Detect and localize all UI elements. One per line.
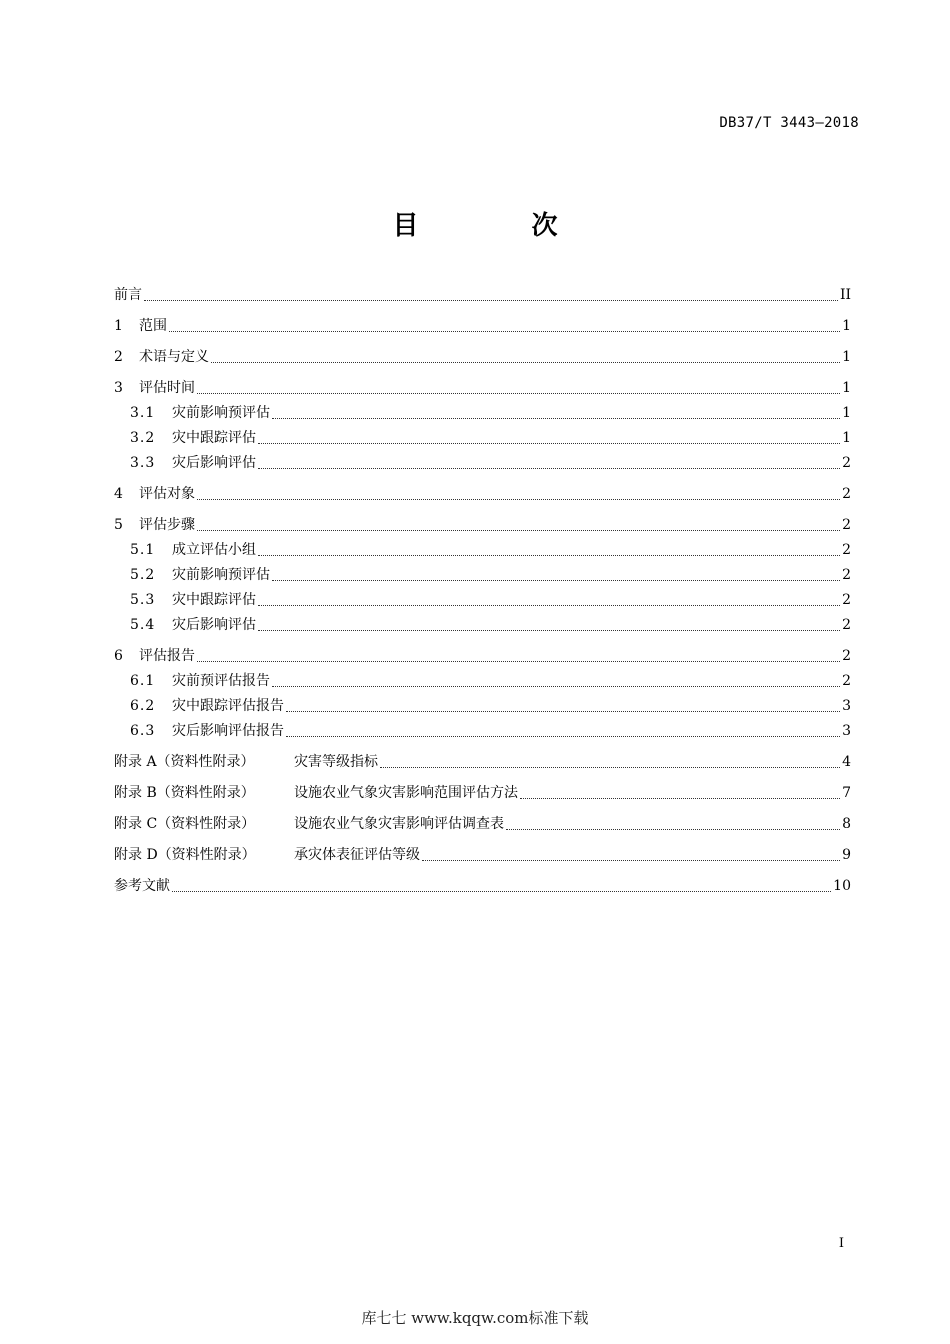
toc-entry-number: 6 (114, 648, 123, 664)
toc-entry-page: 10 (833, 878, 851, 894)
toc-entry[interactable] (114, 347, 851, 367)
toc-entry-number: 附录 C（资料性附录） (114, 816, 256, 832)
toc-entry-number: 4 (114, 486, 123, 502)
toc-entry[interactable] (114, 615, 851, 635)
toc-entry-page: 8 (842, 816, 851, 832)
toc-dot-leader (258, 467, 840, 469)
toc-entry-page: 1 (842, 318, 851, 334)
toc-entry-page: II (839, 287, 851, 303)
toc-entry[interactable] (114, 403, 851, 423)
toc-entry[interactable] (114, 696, 851, 716)
document-code: DB37/T 3443—2018 (719, 115, 859, 131)
toc-entry-page: 2 (842, 592, 851, 608)
toc-entry-label: 灾中跟踪评估 (172, 430, 256, 446)
toc-entry-label: 成立评估小组 (172, 542, 256, 558)
toc-entry[interactable] (114, 540, 851, 560)
toc-entry[interactable] (114, 752, 851, 772)
toc-dot-leader (272, 417, 840, 419)
toc-entry[interactable] (114, 590, 851, 610)
toc-dot-leader (197, 529, 840, 531)
toc-entry-page: 1 (842, 405, 851, 421)
toc-entry-page: 1 (842, 430, 851, 446)
toc-dot-leader (422, 859, 840, 861)
toc-dot-leader (272, 685, 840, 687)
toc-entry-page: 2 (842, 517, 851, 533)
toc-entry-label: 灾前影响预评估 (172, 567, 270, 583)
toc-dot-leader (506, 828, 840, 830)
toc-dot-leader (272, 579, 840, 581)
toc-entry-label: 评估对象 (139, 486, 195, 502)
toc-entry[interactable] (114, 378, 851, 398)
toc-entry-number: 3.3 (130, 455, 156, 471)
toc-entry[interactable] (114, 721, 851, 741)
toc-dot-leader (258, 554, 840, 556)
toc-entry-page: 1 (842, 380, 851, 396)
toc-dot-leader (169, 330, 840, 332)
toc-entry[interactable] (114, 316, 851, 336)
toc-entry-label: 范围 (139, 318, 167, 334)
toc-entry-page: 2 (842, 567, 851, 583)
toc-entry-number: 3 (114, 380, 123, 396)
toc-entry-page: 7 (842, 785, 851, 801)
toc-dot-leader (258, 629, 840, 631)
toc-dot-leader (380, 766, 840, 768)
toc-dot-leader (286, 710, 840, 712)
toc-entry-number: 附录 D（资料性附录） (114, 847, 256, 863)
toc-entry-number: 5 (114, 517, 123, 533)
toc-entry-label: 评估时间 (139, 380, 195, 396)
toc-entry-page: 3 (842, 698, 851, 714)
toc-entry[interactable] (114, 484, 851, 504)
page-number: I (838, 1236, 844, 1251)
toc-entry-label: 评估步骤 (139, 517, 195, 533)
toc-entry[interactable] (114, 646, 851, 666)
watermark-text: 库七七 www.kqqw.com标准下载 (361, 1309, 589, 1327)
toc-entry[interactable] (114, 428, 851, 448)
toc-entry-number: 5.2 (130, 567, 156, 583)
toc-entry[interactable] (114, 453, 851, 473)
toc-dot-leader (286, 735, 840, 737)
toc-dot-leader (520, 797, 840, 799)
toc-entry[interactable] (114, 845, 851, 865)
toc-dot-leader (197, 660, 840, 662)
toc-entry-label: 灾中跟踪评估 (172, 592, 256, 608)
toc-entry-label: 灾后影响评估报告 (172, 723, 284, 739)
toc-entry[interactable] (114, 814, 851, 834)
toc-entry-label: 灾中跟踪评估报告 (172, 698, 284, 714)
toc-dot-leader (197, 392, 840, 394)
toc-entry-label: 设施农业气象灾害影响范围评估方法 (294, 785, 518, 801)
table-of-contents (114, 285, 851, 896)
toc-entry-page: 4 (842, 754, 851, 770)
toc-entry-label: 灾前影响预评估 (172, 405, 270, 421)
toc-entry-label: 灾前预评估报告 (172, 673, 270, 689)
toc-entry[interactable] (114, 671, 851, 691)
toc-entry-number: 1 (114, 318, 123, 334)
toc-dot-leader (144, 299, 838, 301)
toc-entry-label: 前言 (114, 287, 142, 303)
toc-dot-leader (197, 498, 840, 500)
toc-entry-number: 6.1 (130, 673, 156, 689)
toc-entry-label: 灾后影响评估 (172, 617, 256, 633)
toc-entry-page: 2 (842, 486, 851, 502)
toc-entry-number: 6.3 (130, 723, 156, 739)
toc-entry-page: 2 (842, 455, 851, 471)
toc-entry-page: 2 (842, 673, 851, 689)
toc-entry-number: 6.2 (130, 698, 156, 714)
toc-dot-leader (258, 604, 840, 606)
toc-entry[interactable] (114, 285, 851, 305)
toc-entry-number: 3.1 (130, 405, 156, 421)
toc-entry-page: 2 (842, 542, 851, 558)
toc-entry-number: 5.3 (130, 592, 156, 608)
toc-entry[interactable] (114, 565, 851, 585)
toc-entry-label: 灾后影响评估 (172, 455, 256, 471)
toc-entry[interactable] (114, 515, 851, 535)
page-title: 目 次 (392, 211, 610, 241)
toc-entry-page: 2 (842, 648, 851, 664)
toc-entry-number: 附录 B（资料性附录） (114, 785, 255, 801)
toc-dot-leader (258, 442, 840, 444)
toc-entry-label: 参考文献 (114, 878, 170, 894)
toc-entry-number: 3.2 (130, 430, 156, 446)
toc-entry-page: 2 (842, 617, 851, 633)
toc-entry-label: 设施农业气象灾害影响评估调查表 (294, 816, 504, 832)
toc-entry[interactable] (114, 783, 851, 803)
toc-entry-number: 2 (114, 349, 123, 365)
toc-entry-number: 5.4 (130, 617, 156, 633)
toc-entry-page: 1 (842, 349, 851, 365)
toc-entry-number: 附录 A（资料性附录） (114, 754, 255, 770)
toc-entry-page: 9 (842, 847, 851, 863)
toc-entry-label: 术语与定义 (139, 349, 209, 365)
toc-entry-page: 3 (842, 723, 851, 739)
toc-dot-leader (172, 890, 831, 892)
toc-entry-label: 承灾体表征评估等级 (294, 847, 420, 863)
toc-entry-label: 评估报告 (139, 648, 195, 664)
toc-entry-label: 灾害等级指标 (294, 754, 378, 770)
toc-entry[interactable] (114, 876, 851, 896)
toc-dot-leader (211, 361, 840, 363)
toc-entry-number: 5.1 (130, 542, 156, 558)
